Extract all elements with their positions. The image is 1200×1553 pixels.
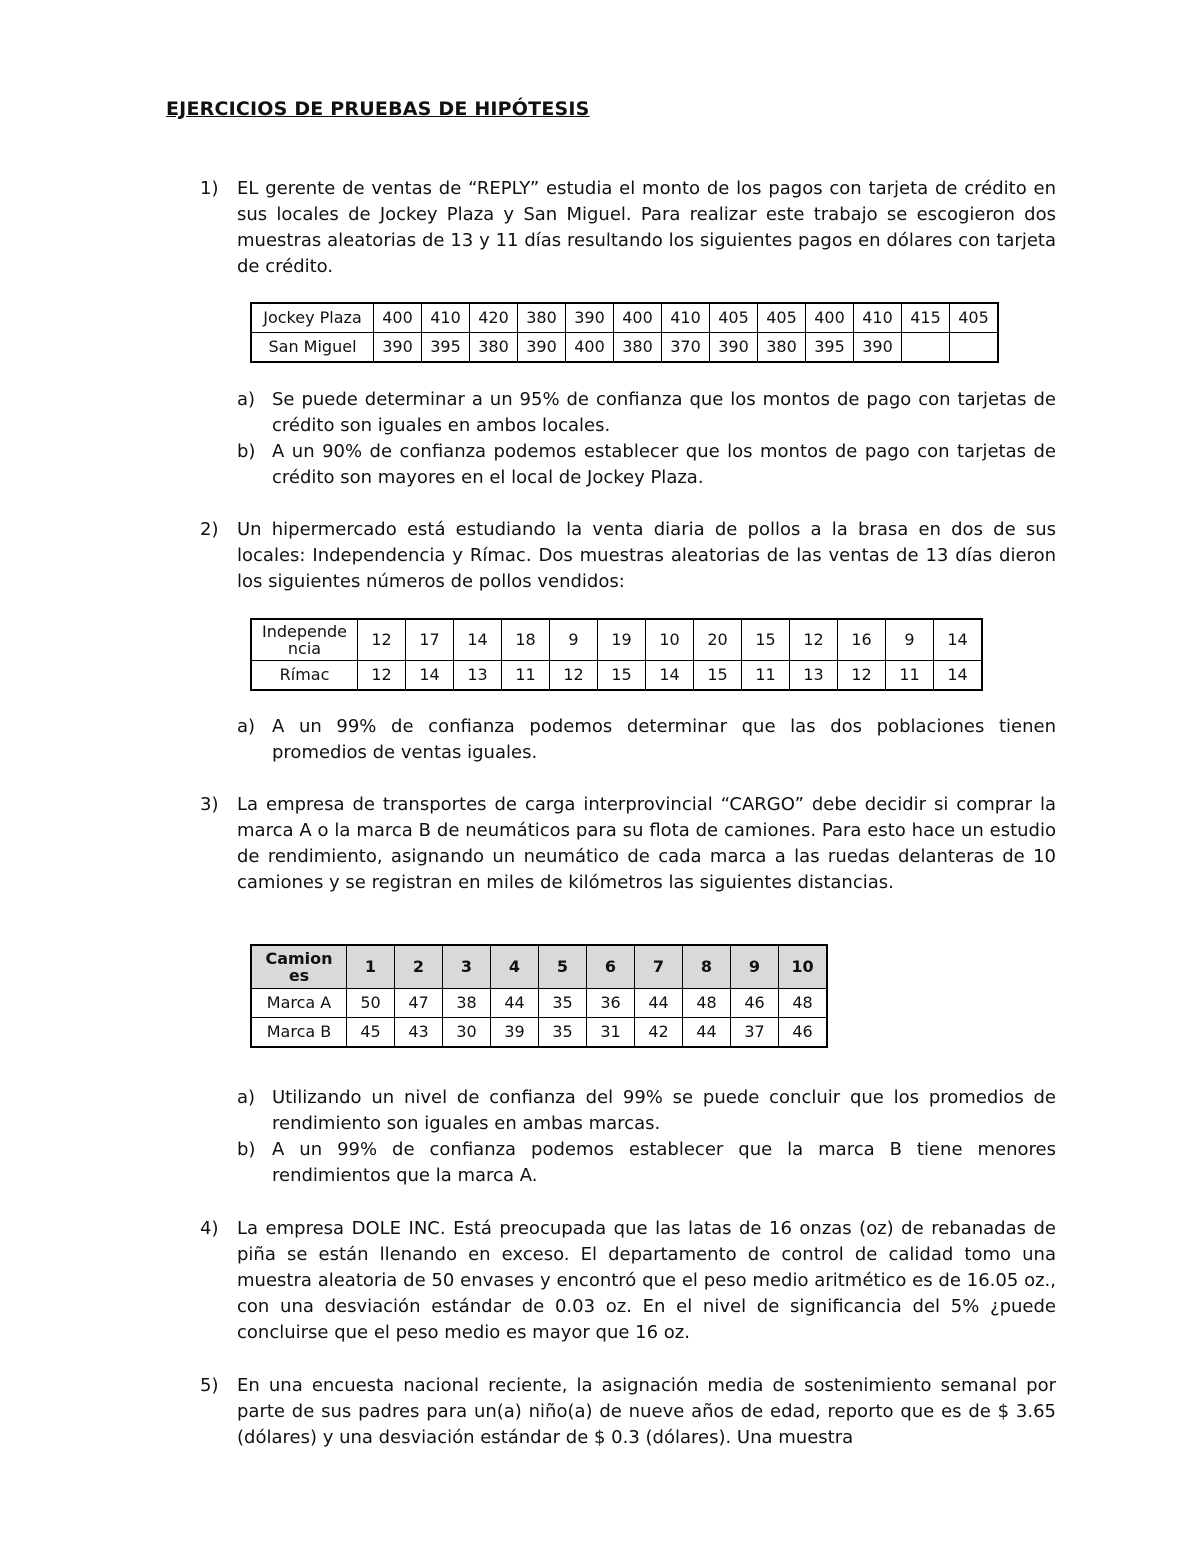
exercise-5 — [200, 1373, 1056, 1451]
table-cell: 13 — [454, 661, 502, 691]
table-chicken-sales — [250, 618, 983, 691]
table-cell: 405 — [950, 303, 999, 333]
table-row — [251, 989, 827, 1018]
row-label-line: Independe — [262, 622, 347, 641]
table-payments — [250, 302, 999, 363]
table-cell: 14 — [934, 661, 983, 691]
exercise-number: 4) — [200, 1218, 219, 1239]
table-cell: 37 — [731, 1018, 779, 1048]
table-cell: 400 — [566, 333, 614, 363]
exercise-3-questions — [200, 1085, 1056, 1189]
table-row — [251, 1018, 827, 1048]
table-cell: 17 — [406, 619, 454, 661]
table-cell: 44 — [491, 989, 539, 1018]
table-cell: 11 — [742, 661, 790, 691]
column-header: 8 — [683, 945, 731, 989]
table-cell: 19 — [598, 619, 646, 661]
table-cell: 39 — [491, 1018, 539, 1048]
table-cell: 9 — [886, 619, 934, 661]
table-cell: 44 — [635, 989, 683, 1018]
sub-question — [237, 714, 1056, 766]
table-cell: 400 — [374, 303, 422, 333]
exercise-1 — [200, 176, 1056, 280]
table-cell: 390 — [710, 333, 758, 363]
table-cell: 380 — [518, 303, 566, 333]
table-row — [251, 661, 982, 691]
table-cell: 410 — [854, 303, 902, 333]
table-cell: 405 — [710, 303, 758, 333]
table-cell: 18 — [502, 619, 550, 661]
sub-text: A un 99% de confianza podemos establecer que la marca B tiene menores rendimientos que la marca A. — [272, 1139, 1056, 1186]
table-cell: 15 — [598, 661, 646, 691]
column-header: 10 — [779, 945, 828, 989]
table-cell: 14 — [454, 619, 502, 661]
sub-question — [237, 439, 1056, 491]
sub-letter: b) — [237, 441, 256, 462]
table-cell — [902, 333, 950, 363]
table-cell: 410 — [662, 303, 710, 333]
table-cell: 50 — [347, 989, 395, 1018]
table-cell: 43 — [395, 1018, 443, 1048]
table-cell: 14 — [934, 619, 983, 661]
exercise-1-questions — [200, 387, 1056, 491]
table-cell: 12 — [358, 661, 406, 691]
table-row — [251, 333, 998, 363]
table-cell: 30 — [443, 1018, 491, 1048]
table-cell: 15 — [742, 619, 790, 661]
table-header-row — [251, 945, 827, 989]
exercise-3 — [200, 792, 1056, 896]
table-cell — [950, 333, 999, 363]
table-cell: 395 — [806, 333, 854, 363]
exercise-text: EL gerente de ventas de “REPLY” estudia el monto de los pagos con tarjeta de crédito en sus locales de Jockey Plaza y San Miguel. Para realizar este trabajo se escogieron dos muestras aleatorias de 13 y 11 días resultando los siguientes pagos en dólares con tarjeta de crédito. — [237, 178, 1056, 277]
exercise-text: La empresa DOLE INC. Está preocupada que las latas de 16 onzas (oz) de rebanadas de piña se están llenando en exceso. El departamento de control de calidad tomo una muestra aleatoria de 50 envases y encontró que el peso medio aritmético es de 16.05 oz., con una desviación estándar de 0.03 oz. En el nivel de significancia del 5% ¿puede concluirse que el peso medio es mayor que 16 oz. — [237, 1218, 1056, 1343]
table-cell: 380 — [758, 333, 806, 363]
table-cell: 420 — [470, 303, 518, 333]
sub-question — [237, 387, 1056, 439]
table-cell: 11 — [886, 661, 934, 691]
exercise-2 — [200, 517, 1056, 595]
row-label: Marca A — [251, 989, 347, 1018]
document-title: EJERCICIOS DE PRUEBAS DE HIPÓTESIS — [166, 98, 590, 120]
column-header: 1 — [347, 945, 395, 989]
sub-letter: a) — [237, 389, 256, 410]
table-cell: 10 — [646, 619, 694, 661]
table-cell: 20 — [694, 619, 742, 661]
table-cell: 390 — [854, 333, 902, 363]
column-header: 5 — [539, 945, 587, 989]
sub-text: Se puede determinar a un 95% de confianza que los montos de pago con tarjetas de crédito son iguales en ambos locales. — [272, 389, 1056, 436]
table-cell: 48 — [779, 989, 828, 1018]
table-cell: 390 — [518, 333, 566, 363]
exercise-4 — [200, 1216, 1056, 1346]
sub-question — [237, 1137, 1056, 1189]
table-cell: 380 — [470, 333, 518, 363]
exercise-text: Un hipermercado está estudiando la venta diaria de pollos a la brasa en dos de sus locales: Independencia y Rímac. Dos muestras aleatorias de las ventas de 13 días dieron los siguientes números de pollos vendidos: — [237, 519, 1056, 592]
column-header: 4 — [491, 945, 539, 989]
table-cell: 11 — [502, 661, 550, 691]
table-cell: 380 — [614, 333, 662, 363]
table-cell: 14 — [406, 661, 454, 691]
exercise-text: En una encuesta nacional reciente, la asignación media de sostenimiento semanal por parte de sus padres para un(a) niño(a) de nueve años de edad, reporto que es de $ 3.65 (dólares) y una desviación estándar de $ 0.3 (dólares). Una muestra — [237, 1375, 1056, 1448]
sub-text: A un 90% de confianza podemos establecer que los montos de pago con tarjetas de crédito son mayores en el local de Jockey Plaza. — [272, 441, 1056, 488]
table-cell: 31 — [587, 1018, 635, 1048]
table-cell: 13 — [790, 661, 838, 691]
table-cell: 390 — [566, 303, 614, 333]
column-header: 7 — [635, 945, 683, 989]
sub-letter: a) — [237, 716, 256, 737]
table-cell: 45 — [347, 1018, 395, 1048]
sub-letter: a) — [237, 1087, 256, 1108]
exercise-number: 1) — [200, 178, 219, 199]
row-label — [251, 619, 358, 661]
column-header: 3 — [443, 945, 491, 989]
table-cell: 410 — [422, 303, 470, 333]
column-header: 2 — [395, 945, 443, 989]
table-cell: 46 — [731, 989, 779, 1018]
column-header: 6 — [587, 945, 635, 989]
table-cell: 42 — [635, 1018, 683, 1048]
table-cell: 395 — [422, 333, 470, 363]
row-label: Jockey Plaza — [251, 303, 374, 333]
sub-letter: b) — [237, 1139, 256, 1160]
table-cell: 9 — [550, 619, 598, 661]
table-cell: 48 — [683, 989, 731, 1018]
exercise-number: 5) — [200, 1375, 219, 1396]
table-cell: 12 — [838, 661, 886, 691]
table-cell: 390 — [374, 333, 422, 363]
header-line: Camion — [265, 949, 333, 968]
table-cell: 15 — [694, 661, 742, 691]
sub-text: Utilizando un nivel de confianza del 99% se puede concluir que los promedios de rendimiento son iguales en ambas marcas. — [272, 1087, 1056, 1134]
table-row — [251, 619, 982, 661]
column-header — [251, 945, 347, 989]
row-label: San Miguel — [251, 333, 374, 363]
table-cell: 12 — [550, 661, 598, 691]
table-tire-performance — [250, 944, 828, 1048]
table-cell: 400 — [806, 303, 854, 333]
row-label-line: ncia — [287, 639, 322, 658]
column-header: 9 — [731, 945, 779, 989]
table-cell: 36 — [587, 989, 635, 1018]
table-cell: 370 — [662, 333, 710, 363]
row-label: Rímac — [251, 661, 358, 691]
table-cell: 35 — [539, 1018, 587, 1048]
table-cell: 400 — [614, 303, 662, 333]
table-cell: 46 — [779, 1018, 828, 1048]
table-row — [251, 303, 998, 333]
row-label: Marca B — [251, 1018, 347, 1048]
sub-text: A un 99% de confianza podemos determinar que las dos poblaciones tienen promedios de ventas iguales. — [272, 716, 1056, 763]
table-cell: 14 — [646, 661, 694, 691]
table-cell: 405 — [758, 303, 806, 333]
table-cell: 44 — [683, 1018, 731, 1048]
exercise-number: 3) — [200, 794, 219, 815]
table-cell: 16 — [838, 619, 886, 661]
table-cell: 12 — [790, 619, 838, 661]
table-cell: 35 — [539, 989, 587, 1018]
exercise-2-questions — [200, 714, 1056, 766]
exercise-text: La empresa de transportes de carga interprovincial “CARGO” debe decidir si comprar la marca A o la marca B de neumáticos para su flota de camiones. Para esto hace un estudio de rendimiento, asignando un neumático de cada marca a las ruedas delanteras de 10 camiones y se registran en miles de kilómetros las siguientes distancias. — [237, 794, 1056, 893]
table-cell: 12 — [358, 619, 406, 661]
sub-question — [237, 1085, 1056, 1137]
exercise-number: 2) — [200, 519, 219, 540]
header-line: es — [288, 966, 310, 985]
table-cell: 38 — [443, 989, 491, 1018]
table-cell: 47 — [395, 989, 443, 1018]
table-cell: 415 — [902, 303, 950, 333]
